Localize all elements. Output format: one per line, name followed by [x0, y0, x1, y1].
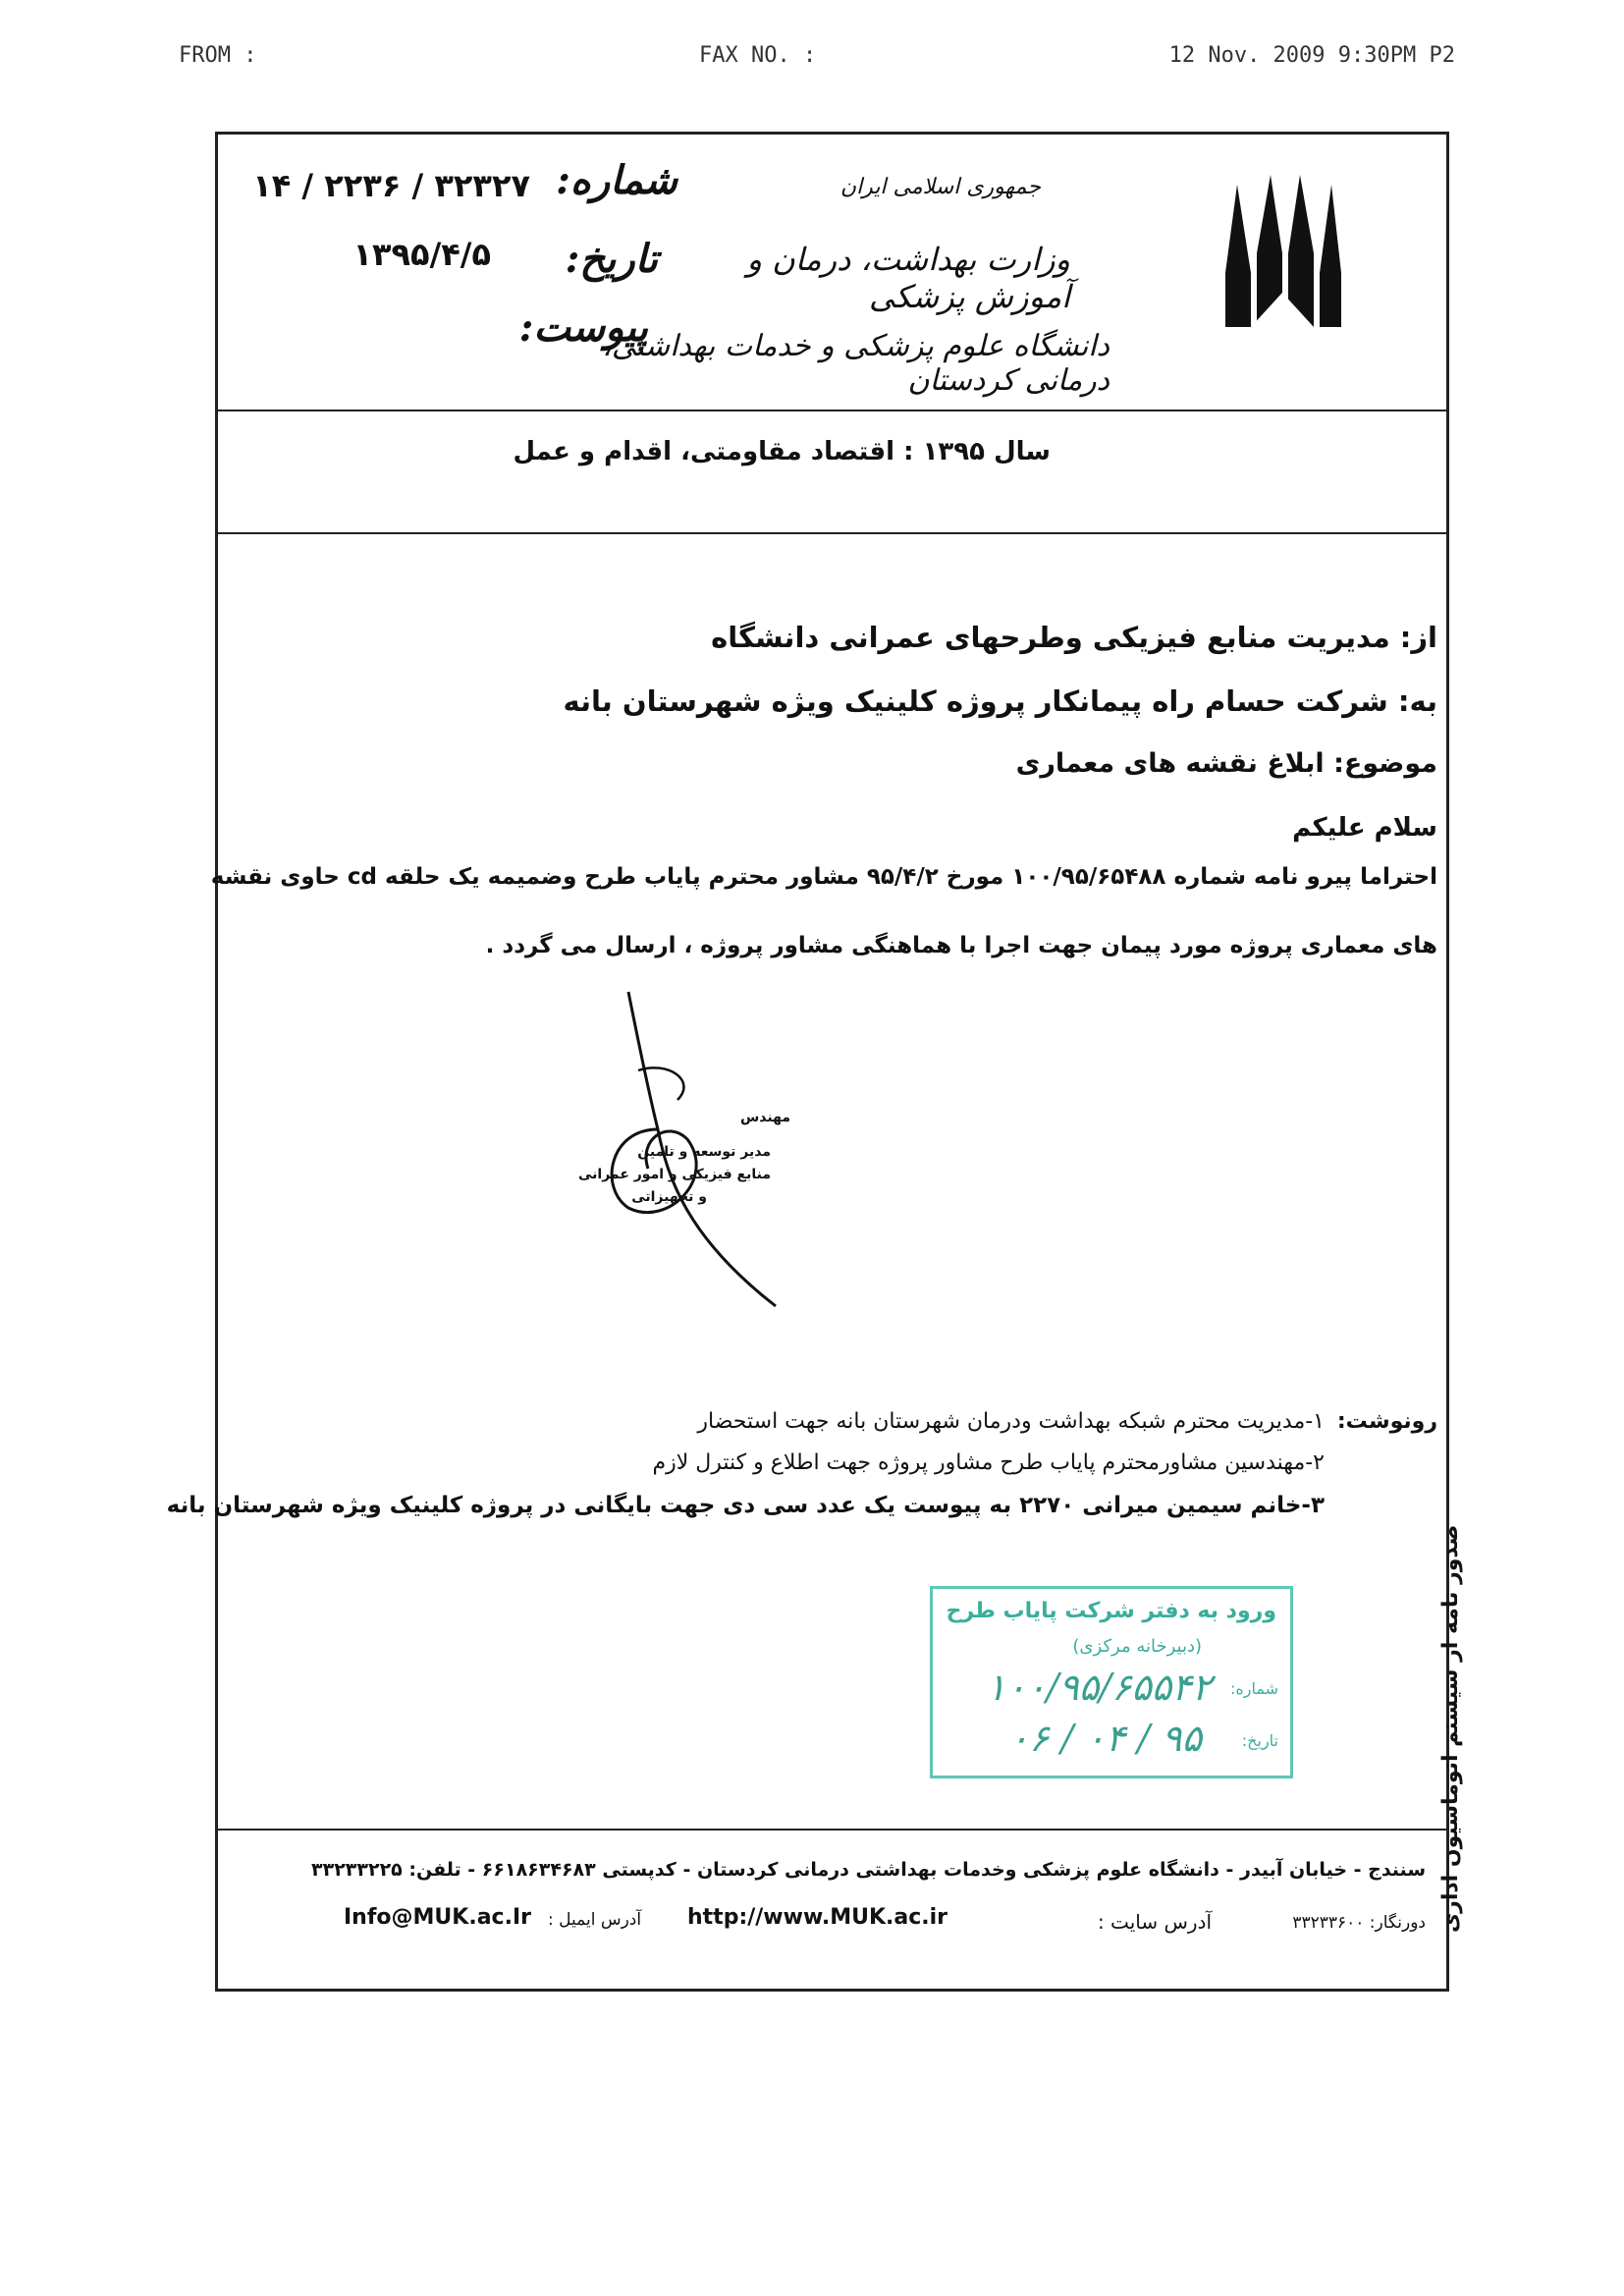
- footer-website-label: آدرس سایت :: [1097, 1910, 1212, 1934]
- cc-label: رونوشت:: [1336, 1409, 1437, 1434]
- fax-number: FAX NO. :: [699, 43, 817, 68]
- org-line-country: جمهوری اسلامی ایران: [839, 175, 1041, 199]
- attachment-label: پیوست:: [518, 304, 648, 351]
- university-logo-icon: [1218, 155, 1347, 342]
- receipt-stamp-date-label: تاریخ:: [1241, 1731, 1278, 1750]
- receipt-stamp-date: ۹۵ / ۰۴ / ۰۶: [1008, 1717, 1202, 1760]
- org-line-university: دانشگاه علوم پزشکی و خدمات بهداشتی، درمانی کردستان: [602, 329, 1110, 398]
- signature-stamp-line-3: منابع فیزیکی و امور عمرانی: [578, 1167, 771, 1182]
- receipt-stamp: [930, 1586, 1293, 1778]
- footer-fax: دورنگار: ۳۳۲۳۳۶۰۰: [1292, 1913, 1426, 1933]
- footer-address: سنندج - خیابان آبیدر - دانشگاه علوم پزشکی وخدمات بهداشتی درمانی کردستان - کدپستی ۶۶۱۸۶۳۴۶۸۳ - تلفن: ۳۳۲۳۳۲۲۵: [311, 1859, 1426, 1881]
- automation-side-note: صدور نامه از سیستم اتوماسیون اداری: [1438, 1524, 1463, 1933]
- letter-date: ۱۳۹۵/۴/۵: [352, 236, 491, 273]
- receipt-stamp-number-label: شماره:: [1229, 1679, 1278, 1698]
- letter-to: به: شرکت حسام راه پیمانکار پروژه کلینیک ویژه شهرستان بانه: [563, 684, 1437, 718]
- cc-item-2: ۲-مهندسین مشاورمحترم پایاب طرح مشاور پروژه جهت اطلاع و کنترل لازم: [652, 1450, 1325, 1475]
- header-divider-bottom: [218, 532, 1446, 534]
- footer-divider: [218, 1829, 1446, 1831]
- receipt-stamp-title: ورود به دفتر شرکت پایاب طرح: [946, 1599, 1276, 1623]
- letter-greeting: سلام علیکم: [1292, 813, 1437, 843]
- org-line-ministry: وزارت بهداشت، درمان و آموزش پزشکی: [746, 241, 1070, 315]
- fax-datetime: 12 Nov. 2009 9:30PM P2: [1168, 43, 1455, 68]
- receipt-stamp-subtitle: (دبیرخانه مرکزی): [1072, 1636, 1202, 1657]
- letter-subject: موضوع: ابلاغ نقشه های معماری: [1015, 748, 1437, 779]
- date-label: تاریخ:: [565, 236, 658, 282]
- signature-stamp-line-1: مهندس: [739, 1110, 790, 1125]
- cc-item-1: ۱-مدیریت محترم شبکه بهداشت ودرمان شهرستان بانه جهت استحضار: [697, 1409, 1325, 1434]
- fax-header: [0, 43, 1624, 75]
- year-slogan: سال ۱۳۹۵ : اقتصاد مقاومتی، اقدام و عمل: [513, 437, 1051, 466]
- footer-website[interactable]: http://www.MUK.ac.ir: [687, 1905, 948, 1930]
- letter-number: ۳۲۳۲۷ / ۲۲۳۶ / ۱۴: [252, 167, 530, 204]
- footer-email[interactable]: Info@MUK.ac.Ir: [344, 1905, 531, 1930]
- fax-from: FROM :: [179, 43, 257, 68]
- letter-body-line-1: احتراما پیرو نامه شماره ۱۰۰/۹۵/۶۵۴۸۸ مورخ ۹۵/۴/۲ مشاور محترم پایاب طرح وضمیمه یک حلقه cd حاوی نقشه: [210, 864, 1437, 890]
- footer-email-label: آدرس ایمیل :: [548, 1910, 642, 1930]
- signature-stamp-line-4: و تجهیزاتی: [631, 1189, 707, 1205]
- signature-stamp-line-2: مدیر توسعه و تامین: [637, 1144, 771, 1160]
- receipt-stamp-number: ۱۰۰/۹۵/۶۵۵۴۲: [986, 1666, 1212, 1709]
- cc-item-3: ۳-خانم سیمین میرانی ۲۲۷۰ به پیوست یک عدد سی دی جهت بایگانی در پروژه کلینیک ویژه شهرستان بانه: [166, 1493, 1325, 1518]
- letter-body-line-2: های معماری پروژه مورد پیمان جهت اجرا با هماهنگی مشاور پروژه ، ارسال می گردد .: [485, 933, 1437, 958]
- letter-from: از: مدیریت منابع فیزیکی وطرحهای عمرانی دانشگاه: [711, 621, 1437, 654]
- number-label: شماره:: [556, 157, 677, 203]
- header-divider-top: [218, 410, 1446, 411]
